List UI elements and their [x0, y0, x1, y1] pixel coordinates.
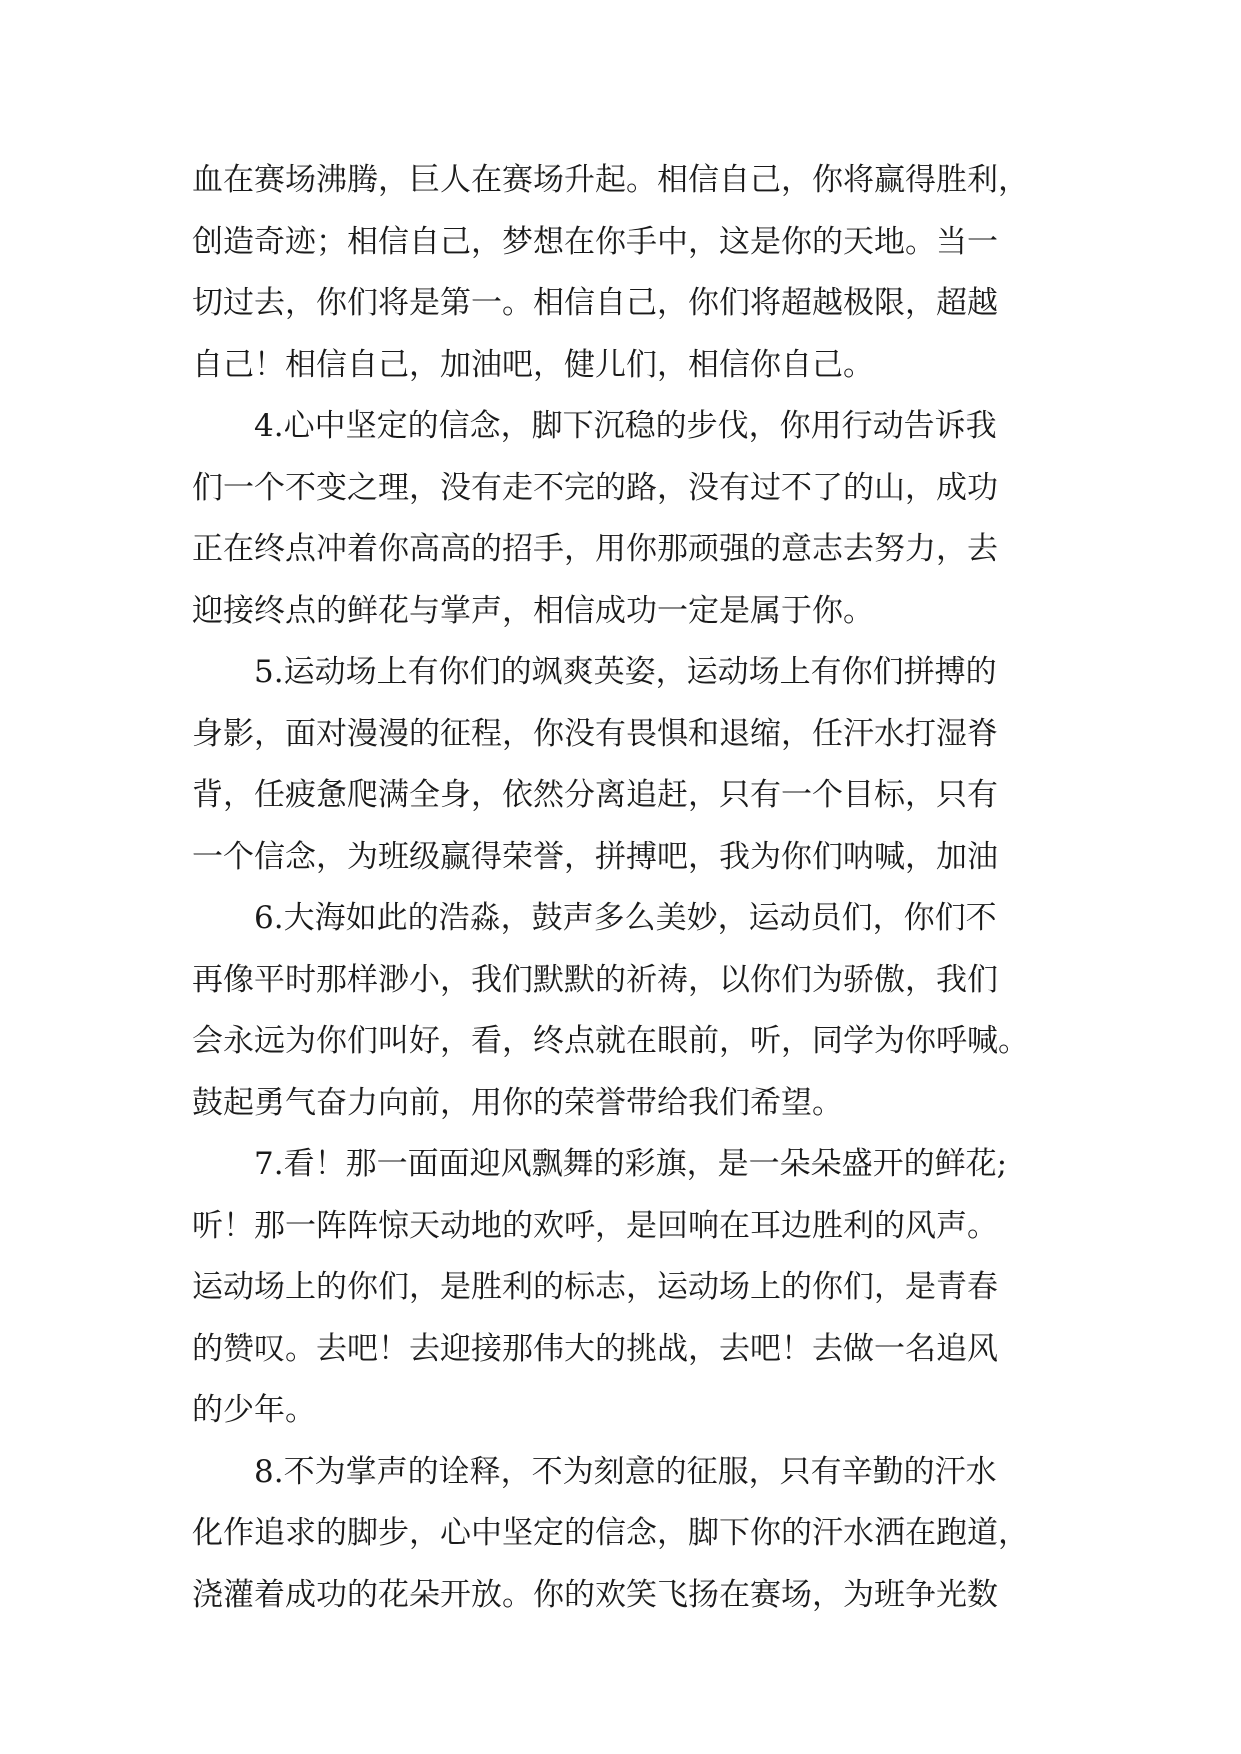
text-line: 血在赛场沸腾，巨人在赛场升起。相信自己，你将赢得胜利， — [192, 162, 1029, 198]
text-line: 身影，面对漫漫的征程，你没有畏惧和退缩，任汗水打湿脊 — [192, 715, 998, 752]
text-line: 运动场上的你们，是胜利的标志，运动场上的你们，是青春 — [192, 1269, 998, 1305]
paragraph-5-first-line: 5.运动场上有你们的飒爽英姿，运动场上有你们拼搏的 — [254, 654, 997, 690]
text-line: 会永远为你们叫好，看，终点就在眼前，听，同学为你呼喊。 — [192, 1023, 1029, 1059]
paragraph-7-first-line: 7.看！那一面面迎风飘舞的彩旗，是一朵朵盛开的鲜花; — [254, 1146, 1008, 1182]
text-line: 自己！相信自己，加油吧，健儿们，相信你自己。 — [192, 346, 874, 383]
text-line: 的少年。 — [192, 1392, 316, 1428]
text-line: 再像平时那样渺小，我们默默的祈祷，以你们为骄傲，我们 — [192, 961, 998, 998]
paragraph-6-first-line: 6.大海如此的浩淼，鼓声多么美妙，运动员们，你们不 — [254, 900, 997, 936]
text-line: 迎接终点的鲜花与掌声，相信成功一定是属于你。 — [192, 592, 874, 629]
document-body — [192, 150, 1062, 1626]
text-line: 的赞叹。去吧！去迎接那伟大的挑战，去吧！去做一名追风 — [192, 1330, 998, 1367]
text-line: 们一个不变之理，没有走不完的路，没有过不了的山，成功 — [192, 469, 998, 506]
text-line: 正在终点冲着你高高的招手，用你那顽强的意志去努力，去 — [192, 531, 998, 567]
text-line: 听！那一阵阵惊天动地的欢呼，是回响在耳边胜利的风声。 — [192, 1207, 998, 1244]
text-line: 浇灌着成功的花朵开放。你的欢笑飞扬在赛场，为班争光数 — [192, 1576, 998, 1613]
text-line: 化作追求的脚步，心中坚定的信念，脚下你的汗水洒在跑道， — [192, 1515, 1029, 1551]
text-line: 鼓起勇气奋力向前，用你的荣誉带给我们希望。 — [192, 1084, 843, 1121]
paragraph-8-first-line: 8.不为掌声的诠释，不为刻意的征服，只有辛勤的汗水 — [254, 1453, 997, 1490]
text-line: 创造奇迹；相信自己，梦想在你手中，这是你的天地。当一 — [192, 223, 998, 260]
paragraph-4-first-line: 4.心中坚定的信念，脚下沉稳的步伐，你用行动告诉我 — [254, 408, 997, 444]
text-line: 背，任疲惫爬满全身，依然分离追赶，只有一个目标，只有 — [192, 777, 998, 813]
text-line: 一个信念，为班级赢得荣誉，拼搏吧，我为你们呐喊，加油 — [192, 838, 998, 875]
text-line: 切过去，你们将是第一。相信自己，你们将超越极限，超越 — [192, 285, 998, 321]
